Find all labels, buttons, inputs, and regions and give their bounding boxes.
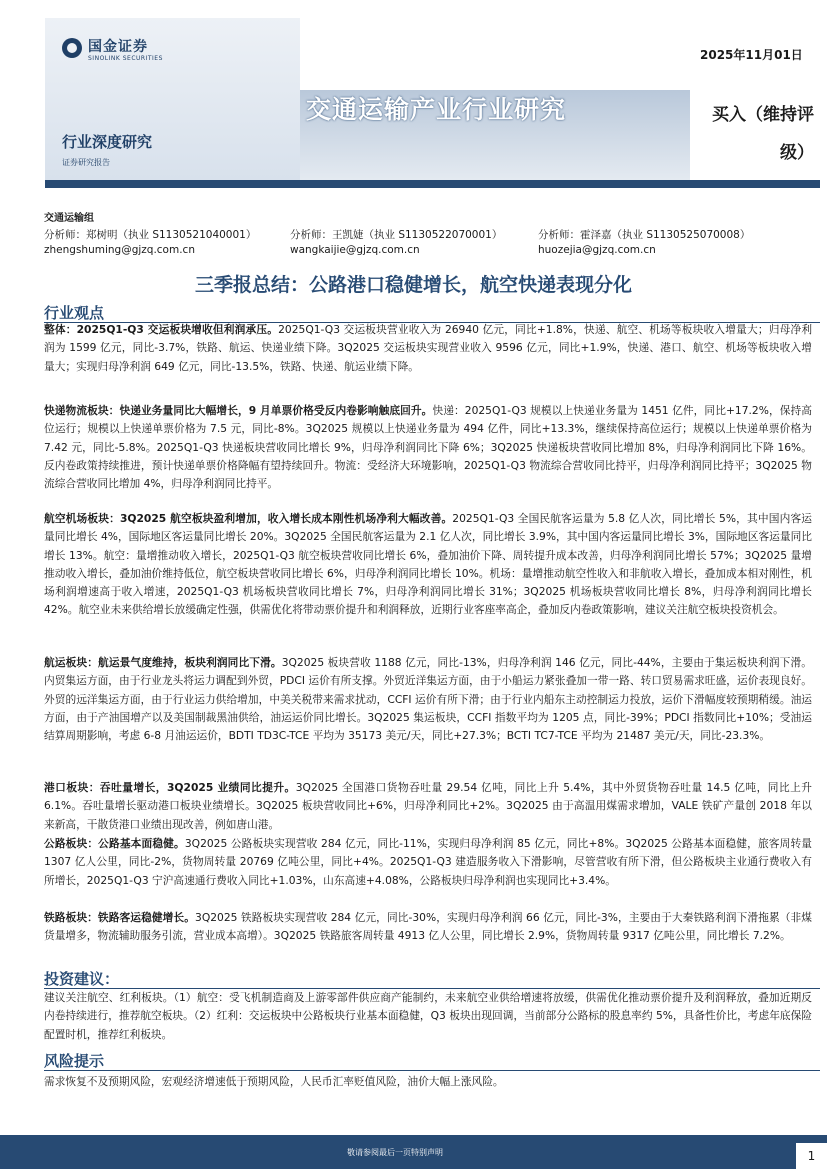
paragraph-body: 3Q2025 铁路板块实现营收 284 亿元，同比-30%，实现归母净利润 66 亿元，同比-3%，主要由于大秦铁路利润下滑拖累（非煤货量增多，物流辅助服务引流，营业成本高增）。3Q2025 铁路旅客周转量 4913 亿人公里，同比增长 2.9%，货物周转量 9317 亿吨公里，同比增长 7.2%。 — [44, 911, 812, 943]
analyst-2: 分析师：王凯婕（执业 S1130522070001） — [290, 229, 503, 241]
industry-title: 交通运输产业行业研究 — [306, 95, 567, 124]
paragraph-express — [44, 402, 812, 493]
paragraph-body: 2025Q1-Q3 交运板块营业收入为 26940 亿元，同比+1.8%，快递、航空、机场等板块收入增量大；归母净利润为 1599 亿元，同比-3.7%，铁路、航运、快递业绩下降。3Q2025 交运板块实现营业收入 9596 亿元，同比+1.9%，快递、港口、航空、机场等板块收入增量大；实现归母净利润 649 亿元，同比-13.5%，铁路、快递、航运业绩下降。 — [44, 323, 813, 373]
paragraph-lead: 航运板块：航运景气度维持，板块利润同比下滑。 — [44, 656, 282, 669]
paragraph-overall — [44, 321, 812, 376]
paragraph-body: 2025Q1-Q3 全国民航客运量为 5.8 亿人次，同比增长 5%，其中国内客运量同比增长 4%，国际地区客运量同比增长 20%。3Q2025 全国民航客运量为 2.1 亿人次，同比增长 3.9%，其中国内客运量同比增长 3%，国际地区客运量同比增长 13%。航空：量增推动收入增长，2025Q1-Q3 航空板块营收同比增长 6%，叠加油价下降、周转提升成本改善，归母净利润同比增长 57%；3Q2025 量增推动收入增长，叠加油价维持低位，航空板块营收同比增长 6%，归母净利润同比增长 10%。机场：量增推动航空性收入和非航收入增长，叠加成本相对刚性，机场利润增速高于收入增速，2025Q1-Q3 机场板块营收同比增长 7%，归母净利润同比增长 31%；3Q2025 机场板块营收同比增长 8%，归母净利润同比增长 42%。航空业未来供给增长放缓确定性强，供需优化将带动票价提升和利润释放，近期行业客座率高企，叠加反内卷政策影响，建议关注航空板块投资机会。 — [44, 512, 812, 617]
section-investment: 投资建议： — [44, 970, 120, 988]
logo-text-en: SINOLINK SECURITIES — [88, 55, 163, 62]
paragraph-lead: 航空机场板块：3Q2025 航空板块盈利增加，收入增长成本刚性机场净利大幅改善。 — [44, 512, 453, 525]
analyst-3-email[interactable]: huozejia@gjzq.com.cn — [538, 244, 656, 256]
header-left-panel — [45, 18, 300, 180]
paragraph-railway — [44, 909, 812, 946]
paragraph-investment: 建议关注航空、红利板块。（1）航空：受飞机制造商及上游零部件供应商产能制约，未来航空业供给增速将放缓，供需优化推动票价提升及利润释放，叠加近期反内卷持续进行，推荐航空板块。（2）红利：交运板块中公路板块行业基本面稳健，Q3 板块出现回调，当前部分公路标的股息率约 5%，具备性价比，考虑年底保险配置时机，推荐红利板块。 — [44, 991, 812, 1041]
analyst-3: 分析师：霍泽嘉（执业 S1130525070008） — [538, 229, 751, 241]
paragraph-lead: 铁路板块：铁路客运稳健增长。 — [44, 911, 196, 924]
paragraph-risk: 需求恢复不及预期风险，宏观经济增速低于预期风险，人民币汇率贬值风险，油价大幅上涨风险。 — [44, 1075, 504, 1088]
paragraph-highway — [44, 835, 812, 890]
paragraph-body: 3Q2025 板块营收 1188 亿元，同比-13%，归母净利润 146 亿元，同比-44%，主要由于集运板块利润下滑。内贸集运方面，由于行业龙头将运力调配到外贸，PDCI 运价有所支撑。外贸近洋集运方面，由于小船运力紧张叠加一带一路、转口贸易需求旺盛，运价表现良好。外贸的远洋集运方面，由于行业运力供给增加，中美关税带来需求扰动，CCFI 运价有所下滑；由于行业内船东主动控制运力投放，运价下滑幅度较预期稍缓。油运方面，由于产油国增产以及美国制裁黑油供给，油运运价同比增长。3Q2025 集运板块，CCFI 指数平均为 1205 点，同比-39%；PDCI 指数同比+10%；受油运结算周期影响，考虑 6-8 月油运运价，BDTI TD3C-TCE 平均为 35173 美元/天，同比+27.3%；BCTI TC7-TCE 平均为 21487 美元/天，同比-23.3%。 — [44, 656, 812, 743]
footer-disclaimer: 敬请参阅最后一页特别声明 — [347, 1148, 443, 1157]
doc-subtype: 证券研究报告 — [62, 158, 110, 167]
page-number: 1 — [796, 1143, 827, 1169]
paragraph-lead: 整体：2025Q1-Q3 交运板块增收但利润承压。 — [44, 323, 279, 336]
doc-type: 行业深度研究 — [62, 133, 153, 151]
report-title: 三季报总结：公路港口稳健增长，航空快递表现分化 — [194, 274, 632, 296]
paragraph-body: 3Q2025 全国港口货物吞吐量 29.54 亿吨，同比上升 5.4%，其中外贸货物吞吐量 14.5 亿吨，同比上升 6.1%。吞吐量增长驱动港口板块业绩增长。3Q2025 板块营收同比+6%，归母净利同比+2%。3Q2025 由于高温用煤需求增加，VALE 铁矿产量创 2018 年以来新高，干散货港口业绩出现改善，例如唐山港。 — [44, 781, 812, 831]
section-risk: 风险提示 — [44, 1052, 105, 1070]
paragraph-lead: 公路板块：公路基本面稳健。 — [44, 837, 185, 850]
rating-label: 买入（维持评级） — [712, 105, 814, 163]
analyst-1-email[interactable]: zhengshuming@gjzq.com.cn — [44, 244, 195, 256]
analyst-1: 分析师：郑树明（执业 S1130521040001） — [44, 229, 257, 241]
analyst-2-email[interactable]: wangkaijie@gjzq.com.cn — [290, 244, 420, 256]
header-bottom-bar — [45, 180, 820, 188]
paragraph-port — [44, 779, 812, 834]
paragraph-body: 快递：2025Q1-Q3 规模以上快递业务量为 1451 亿件，同比+17.2%，保持高位运行；规模以上快递单票价格为 7.5 元，同比-8%。3Q2025 规模以上快递业务量为 494 亿件，同比+13.3%，继续保持高位运行；规模以上快递单票价格为 7.42 元，同比-5.8%。2025Q1-Q3 快递板块营收同比增长 9%，归母净利润同比下降 6%；3Q2025 快递板块营收同比增加 8%，归母净利润同比下降 16%。反内卷政策持续推进，预计快递单票价格降幅有望持续回升。物流：受经济大环境影响，2025Q1-Q3 物流综合营收同比持平，归母净利润同比持平；3Q2025 物流综合营收同比增加 4%，归母净利润同比持平。 — [44, 404, 812, 491]
paragraph-lead: 港口板块：吞吐量增长，3Q2025 业绩同比提升。 — [44, 781, 296, 794]
analyst-group: 交通运输组 — [44, 213, 94, 224]
paragraph-lead: 快递物流板块：快递业务量同比大幅增长，9 月单票价格受反内卷影响触底回升。 — [44, 404, 433, 417]
paragraph-shipping — [44, 654, 812, 745]
section-rule — [44, 1070, 820, 1071]
paragraph-body: 3Q2025 公路板块实现营收 284 亿元，同比-11%，实现归母净利润 85 亿元，同比+8%。3Q2025 公路基本面稳健，旅客周转量 1307 亿人公里，同比-2%，货物周转量 20769 亿吨公里，同比+4%。2025Q1-Q3 建造服务收入下滑影响，尽管营收有所下滑，但公路板块主业通行费收入有所增长，2025Q1-Q3 宁沪高速通行费收入同比+1.03%，山东高速+4.08%，公路板块归母净利润也实现同比+3.4%。 — [44, 837, 812, 887]
logo-text-cn: 国金证券 — [88, 39, 148, 55]
company-logo-icon — [62, 38, 82, 58]
paragraph-aviation — [44, 510, 812, 620]
report-date: 2025年11月01日 — [700, 48, 803, 62]
section-industry-view: 行业观点 — [44, 304, 105, 322]
